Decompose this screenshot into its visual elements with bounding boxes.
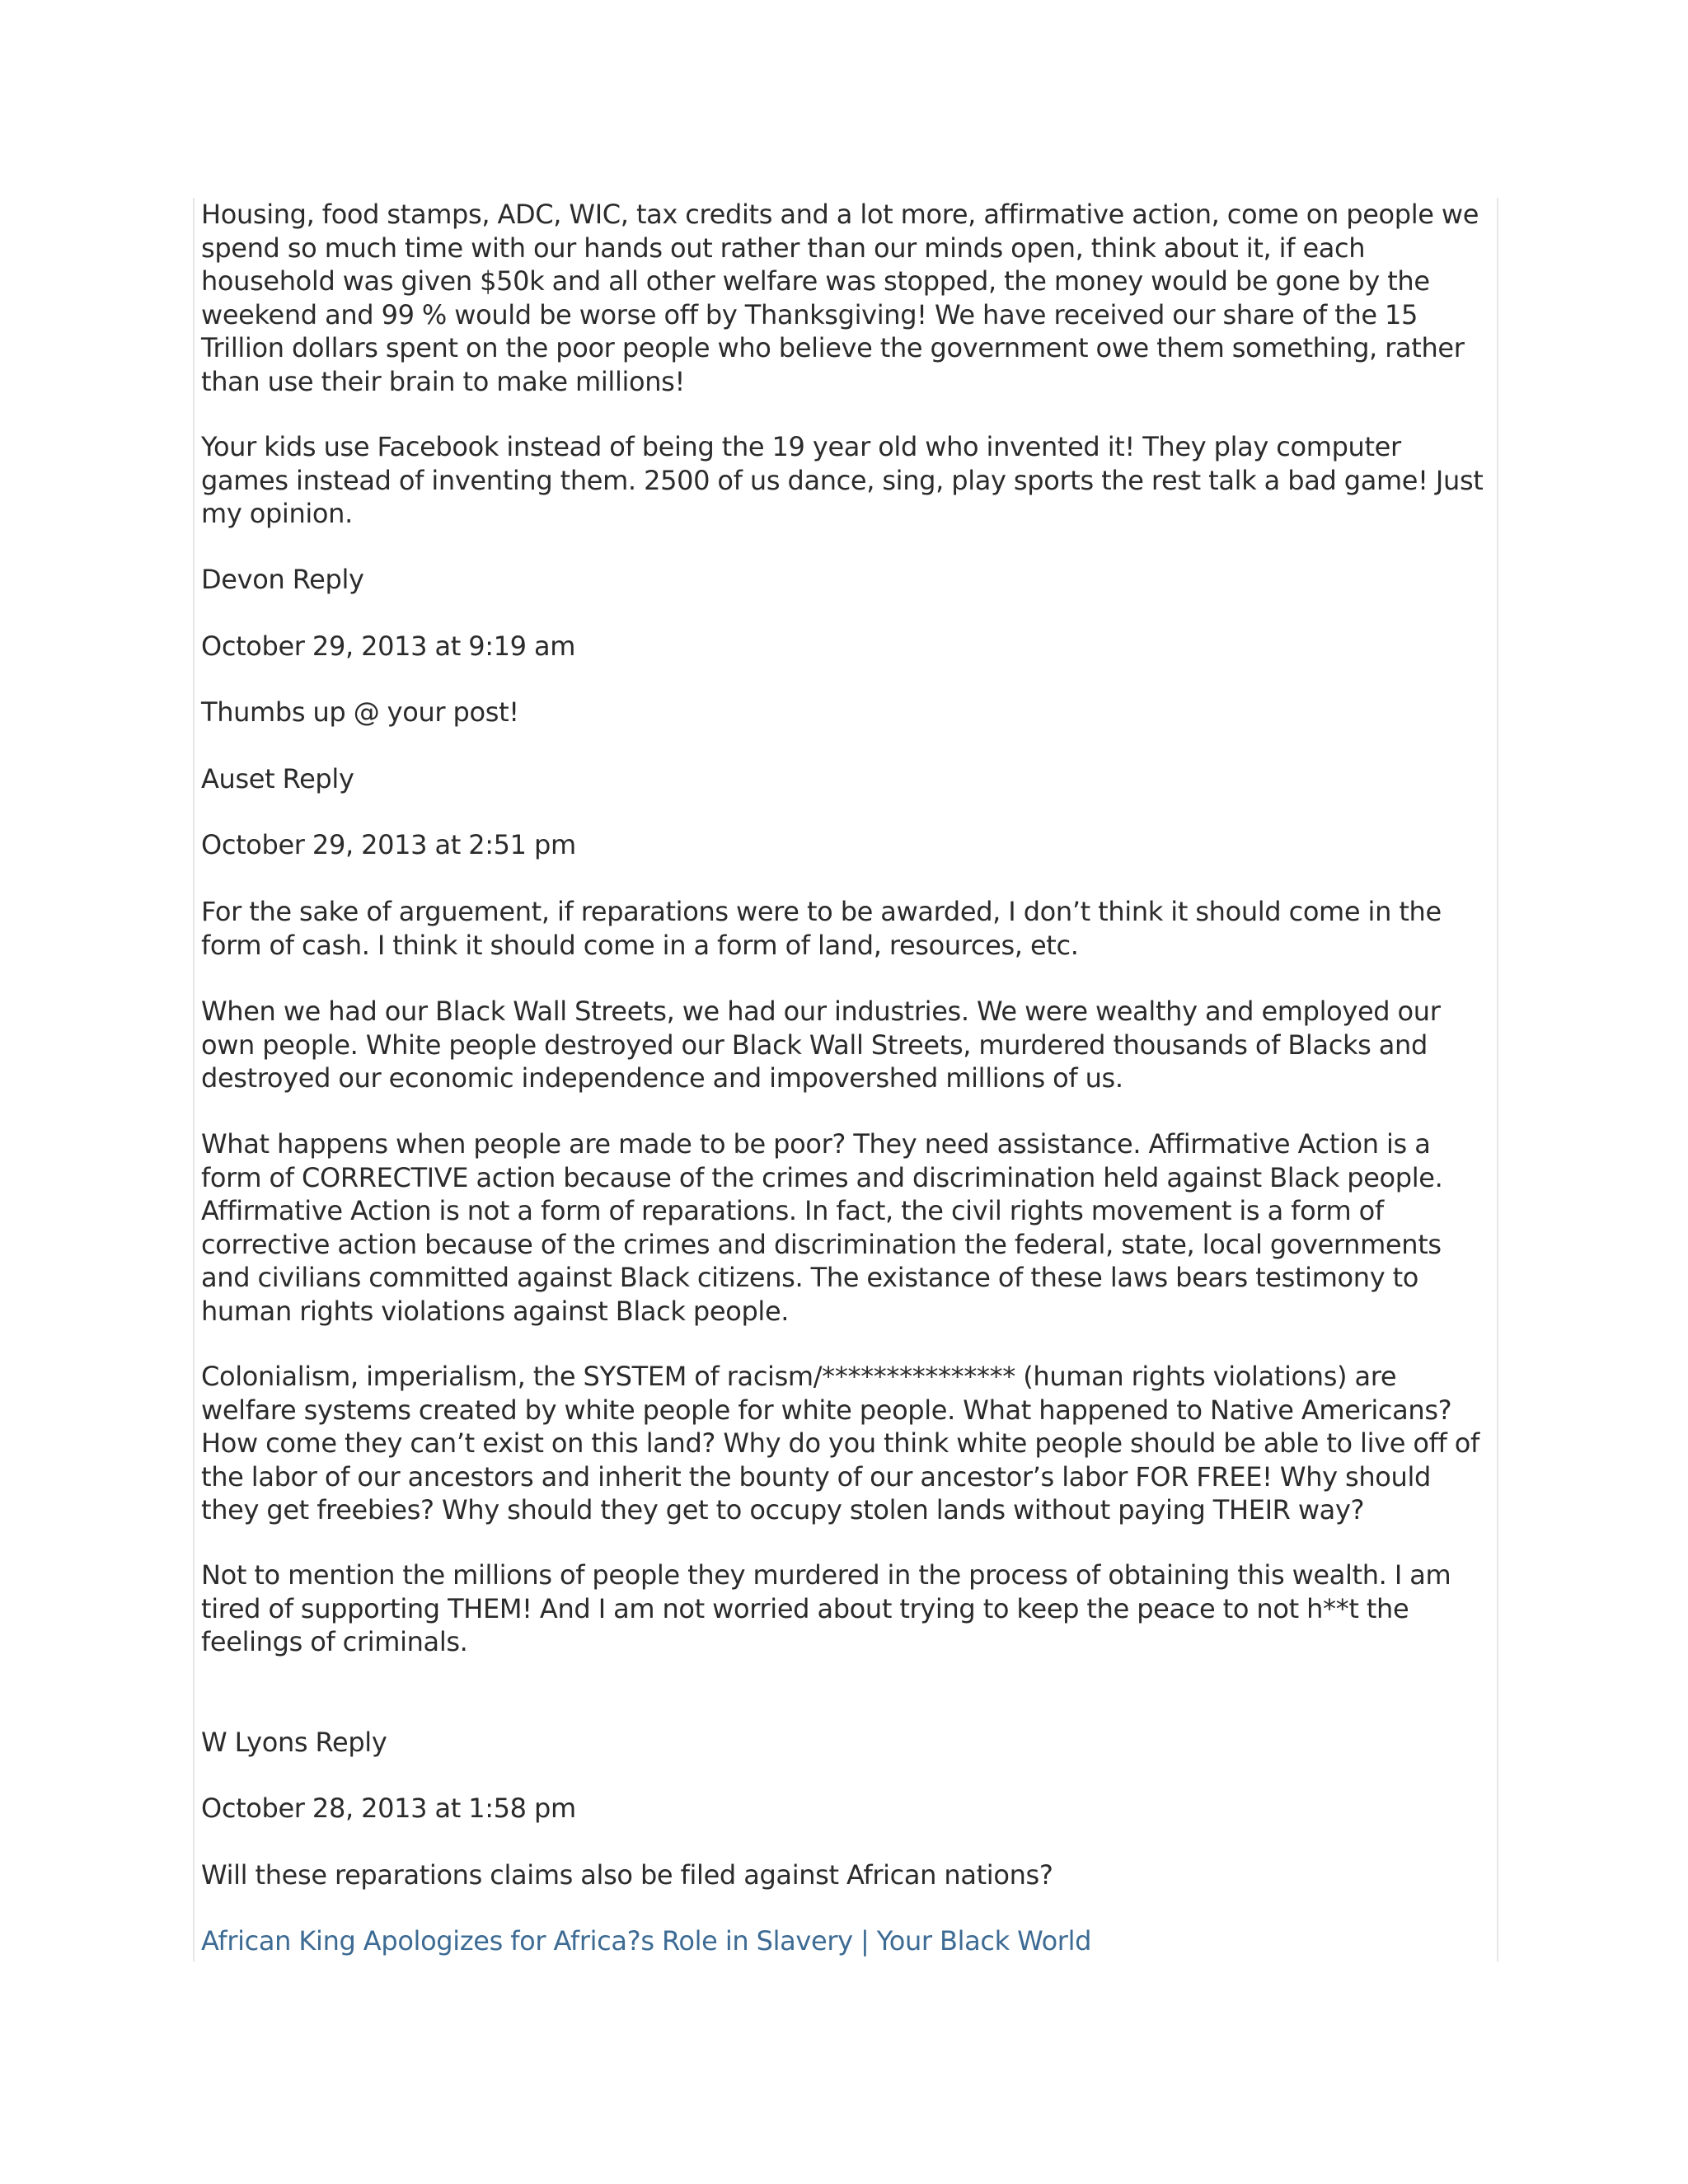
comment-date: October 29, 2013 at 9:19 am — [201, 630, 576, 662]
comment-author-reply[interactable]: Devon Reply — [201, 564, 364, 595]
comment-paragraph: Thumbs up @ your post! — [201, 696, 519, 728]
comment-author-reply[interactable]: W Lyons Reply — [201, 1727, 387, 1758]
link-line — [201, 1924, 1491, 1958]
comment-paragraph: Housing, food stamps, ADC, WIC, tax credits and a lot more, affirmative action, come on people we spend so much time with our hands out rather than our minds open, think about it, if each household was given $50k and all other welfare was stopped, the money would be gone by the weekend and 99 % would be worse off by Thanksgiving! We have received our share of the 15 Trillion dollars spent on the poor people who believe the government owe them something, rather than use their brain to make millions! — [201, 199, 1479, 397]
comment-date: October 29, 2013 at 2:51 pm — [201, 829, 576, 860]
article-link[interactable]: African King Apologizes for Africa?s Role in Slavery | Your Black World — [201, 1925, 1092, 1957]
comment-paragraph: What happens when people are made to be poor? They need assistance. Affirmative Action is a form of CORRECTIVE action because of the crimes and discrimination held against Black people. Affirmative Action is not a form of reparations. In fact, the civil rights movement is a form of corrective action because of the crimes and discrimination the federal, state, local governments and civilians committed against Black citizens. The existance of these laws bears testimony to human rights violations against Black people. — [201, 1128, 1443, 1327]
comment-paragraph: Your kids use Facebook instead of being the 19 year old who invented it! They play computer games instead of inventing them. 2500 of us dance, sing, play sports the rest talk a bad game! Just my opinion. — [201, 431, 1484, 529]
comment-paragraph: Colonialism, imperialism, the SYSTEM of racism/*************** (human rights violations) are welfare systems created by white people for white people. What happened to Native Americans? How come they can’t exist on this land? Why do you think white people should be able to live off of the labor of our ancestors and inherit the bounty of our ancestor’s labor FOR FREE! Why should they get freebies? Why should they get to occupy stolen lands without paying THEIR way? — [201, 1361, 1479, 1526]
comment-date: October 28, 2013 at 1:58 pm — [201, 1793, 576, 1824]
comment-author-reply[interactable]: Auset Reply — [201, 763, 354, 794]
comment-paragraph: Not to mention the millions of people they murdered in the process of obtaining this wealth. I am tired of supporting THEM! And I am not worried about trying to keep the peace to not h**t the feelings of criminals. — [201, 1559, 1451, 1657]
comment-paragraph: When we had our Black Wall Streets, we had our industries. We were wealthy and employed our own people. White people destroyed our Black Wall Streets, murdered thousands of Blacks and destroyed our economic independence and impovershed millions of us. — [201, 996, 1441, 1094]
comments-column — [193, 198, 1498, 1961]
comment-paragraph: Will these reparations claims also be filed against African nations? — [201, 1859, 1053, 1891]
comment-paragraph: For the sake of arguement, if reparations were to be awarded, I don’t think it should come in the form of cash. I think it should come in a form of land, resources, etc. — [201, 896, 1442, 961]
